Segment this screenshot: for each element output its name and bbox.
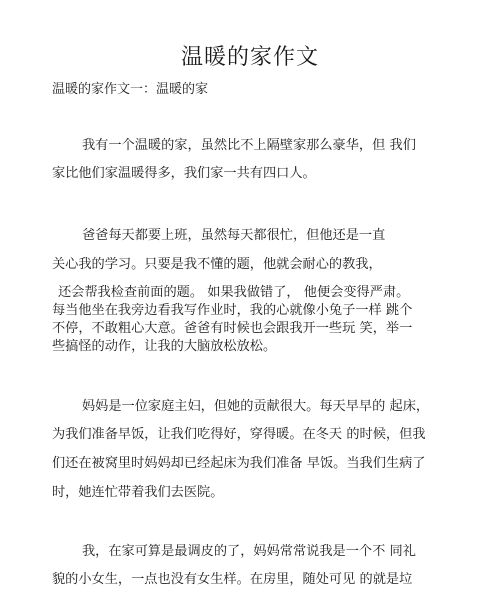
paragraph-line: 每当他坐在我旁边看我写作业时，我的心就像小兔子一样 跳个 bbox=[52, 303, 413, 318]
document-subtitle: 温暖的家作文一：温暖的家 bbox=[52, 82, 209, 97]
paragraph-line: 们还在被窝里时妈妈却已经起床为我们准备 早饭。当我们生病了 bbox=[52, 456, 426, 471]
paragraph-line: 时，她连忙带着我们去医院。 bbox=[52, 485, 224, 500]
paragraph-line: 我，在家可算是最调皮的了，妈妈常常说我是一个不 同礼 bbox=[82, 544, 416, 559]
paragraph-line: 些搞怪的动作，让我的大脑放松放松。 bbox=[52, 339, 277, 354]
paragraph-line: 还会帮我检查前面的题。 如果我做错了， 他便会变得严肃。 bbox=[58, 285, 410, 300]
paragraph-line: 不停，不敢粗心大意。爸爸有时候也会跟我开一些玩 笑，举一 bbox=[52, 321, 413, 336]
paragraph-line: 妈妈是一位家庭主妇，但她的贡献很大。每天早早的 起床， bbox=[82, 399, 430, 414]
document-title: 温暖的家作文 bbox=[180, 45, 319, 70]
paragraph-line: 家比他们家温暖得多，我们家一共有四口人。 bbox=[52, 166, 316, 181]
paragraph-line: 关心我的学习。只要是我不懂的题，他就会耐心的教我， bbox=[52, 257, 382, 272]
paragraph-line: 貌的小女生，一点也没有女生样。在房里，随处可见 的就是垃 bbox=[52, 572, 413, 587]
paragraph-line: 为我们准备早饭，让我们吃得好，穿得暖。在冬天 的时候，但我 bbox=[52, 427, 426, 442]
paragraph-line: 我有一个温暖的家，虽然比不上隔壁家那么豪华，但 我们 bbox=[82, 138, 416, 153]
paragraph-line: 爸爸每天都要上班，虽然每天都很忙，但他还是一直 bbox=[82, 228, 386, 243]
